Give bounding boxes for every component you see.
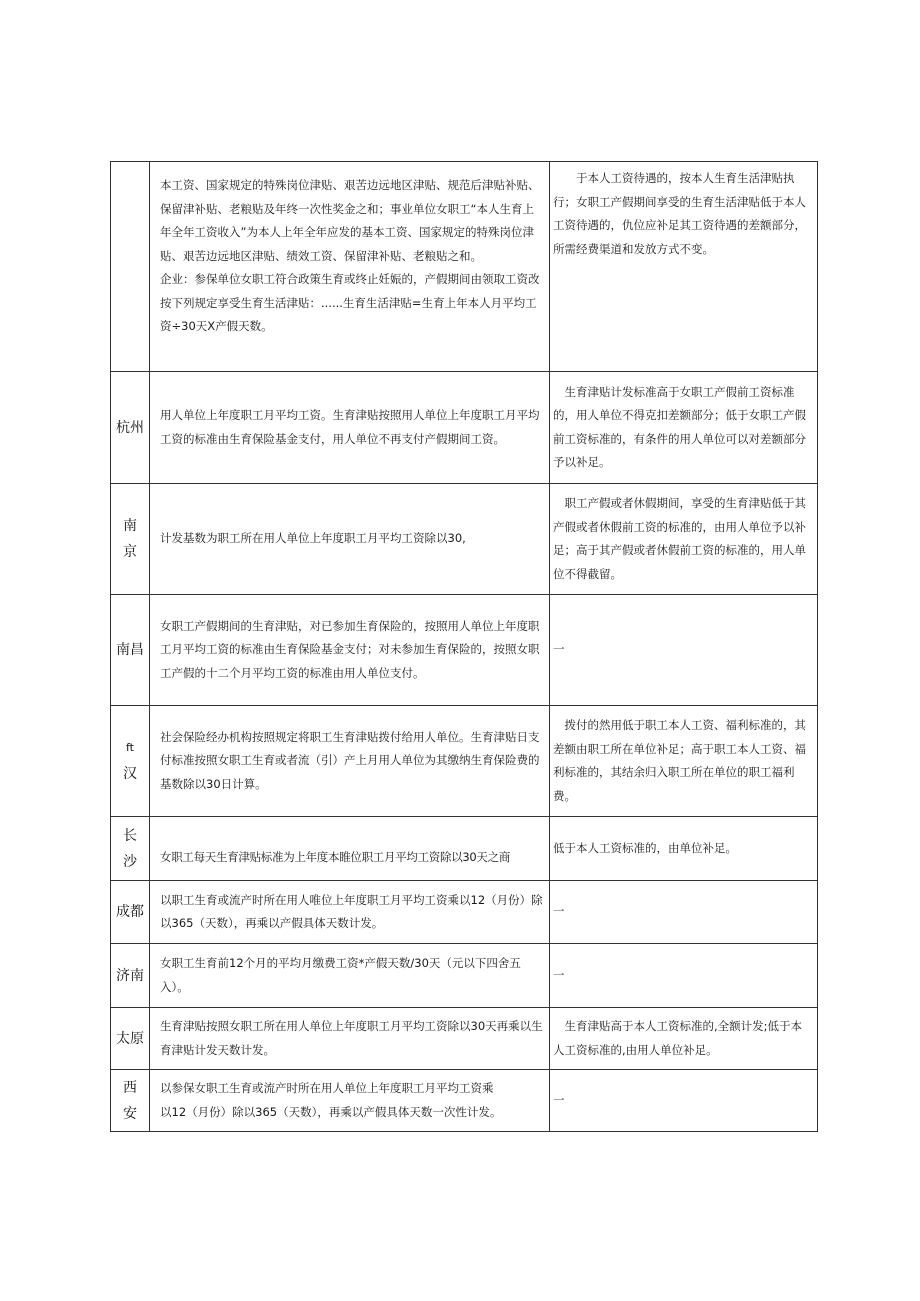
standard-paragraph: 以12（月份）除以365（天数），再乘以产假具体天数一次性计发。 bbox=[160, 1104, 502, 1119]
supplement-text: 一 bbox=[553, 904, 565, 919]
standard-cell bbox=[150, 484, 550, 595]
supplement-text: 生育津贴计发标准高于女职工产假前工资标准的，用人单位不得克扣差额部分；低于女职工产假前工资标准的，有条件的用人单位可以对差额部分予以补足。 bbox=[553, 384, 806, 469]
standard-paragraph: 女职工产假期间的生育津贴，对已参加生育保险的，按照用人单位上年度职工月平均工资的标准由生育保险基金支付；对未参加生育保险的，按照女职工产假的十二个月平均工资的标准由用人单位支付。 bbox=[160, 618, 540, 680]
city-name: 太原 bbox=[116, 1030, 144, 1047]
city-name: 济南 bbox=[116, 967, 144, 984]
city-name: 长 bbox=[123, 827, 137, 844]
standard-cell bbox=[150, 1008, 550, 1070]
supplement-cell bbox=[550, 1008, 818, 1070]
supplement-cell bbox=[550, 817, 818, 881]
supplement-cell bbox=[550, 1070, 818, 1132]
supplement-text: 一 bbox=[553, 967, 565, 982]
standard-cell bbox=[150, 817, 550, 881]
standard-cell bbox=[150, 162, 550, 372]
table-row bbox=[111, 944, 818, 1008]
table-row bbox=[111, 881, 818, 944]
supplement-text: 低于本人工资标准的，由单位补足。 bbox=[553, 840, 737, 855]
supplement-cell bbox=[550, 162, 818, 372]
standard-paragraph: 本工资、国家规定的特殊岗位津贴、艰苦边远地区津贴、规范后津贴补贴、保留津补贴、老粮贴及年终一次性奖金之和；事业单位女职工“本人生育上年全年工资收入”为本人上年全年应发的基本工资、国家规定的特殊岗位津贴、艰苦边远地区津贴、绩效工资、保留津补贴、老粮贴之和。 bbox=[160, 178, 540, 263]
standard-cell bbox=[150, 595, 550, 706]
city-cell bbox=[111, 162, 150, 372]
city-name: 杭州 bbox=[116, 419, 144, 436]
standard-cell bbox=[150, 372, 550, 484]
supplement-text: 生育津贴高于本人工资标准的,全额计发;低于本人工资标准的,由用人单位补足。 bbox=[553, 1019, 803, 1057]
city-name: 南 bbox=[123, 518, 137, 534]
standard-paragraph: 生育津贴按照女职工所在用人单位上年度职工月平均工资除以30天再乘以生育津贴计发天数计发。 bbox=[160, 1019, 543, 1057]
supplement-text: 一 bbox=[553, 1092, 565, 1107]
table-row bbox=[111, 817, 818, 881]
supplement-cell bbox=[550, 706, 818, 817]
city-cell bbox=[111, 706, 150, 817]
supplement-cell bbox=[550, 372, 818, 484]
city-name: 西 bbox=[123, 1079, 137, 1096]
table-row bbox=[111, 162, 818, 372]
standard-cell bbox=[150, 1070, 550, 1132]
supplement-text: 一 bbox=[553, 642, 565, 657]
supplement-text: 拨付的然用低于职工本人工资、福利标准的，其差额由职工所在单位补足；高于职工本人工资、福利标准的，其结余归入职工所在单位的职工福利费。 bbox=[553, 718, 806, 803]
standard-paragraph: 女职工每天生育津贴标准为上年度本睢位职工月平均工资除以30天之商 bbox=[160, 849, 511, 864]
city-name: 汉 bbox=[123, 766, 137, 782]
table-row bbox=[111, 595, 818, 706]
city-cell bbox=[111, 1008, 150, 1070]
standard-cell bbox=[150, 881, 550, 944]
city-cell bbox=[111, 817, 150, 881]
city-cell bbox=[111, 944, 150, 1008]
city-name: 成都 bbox=[116, 904, 144, 920]
city-cell bbox=[111, 595, 150, 706]
city-name: 安 bbox=[123, 1105, 137, 1122]
table-row bbox=[111, 484, 818, 595]
standard-paragraph: 计发基数为职工所在用人单位上年度职工月平均工资除以30, bbox=[160, 531, 466, 546]
supplement-cell bbox=[550, 595, 818, 706]
supplement-cell bbox=[550, 944, 818, 1008]
standard-paragraph: 社会保险经办机构按照规定将职工生育津贴拨付给用人单位。生育津贴日支付标准按照女职工生育或者流（引）产上月用人单位为其缴纳生育保险费的基数除以30日计算。 bbox=[160, 729, 540, 791]
standard-paragraph: 用人单位上年度职工月平均工资。生育津贴按照用人单位上年度职工月平均工资的标准由生育保险基金支付，用人单位不再支付产假期间工资。 bbox=[160, 408, 540, 446]
table-row bbox=[111, 1008, 818, 1070]
city-cell bbox=[111, 881, 150, 944]
supplement-text: 于本人工资待遇的，按本人生育生活津贴执行；女职工产假期间享受的生育生活津贴低于本人工资待遇的，仇位应补足其工资待遇的差额部分，所需经费渠道和发放方式不变。 bbox=[553, 171, 806, 256]
supplement-cell bbox=[550, 484, 818, 595]
city-cell bbox=[111, 484, 150, 595]
city-name: 沙 bbox=[123, 853, 137, 870]
maternity-allowance-table bbox=[110, 161, 818, 1132]
supplement-cell bbox=[550, 881, 818, 944]
standard-paragraph: 女职工生育前12个月的平均月缴费工资*产假天数/30天（元以下四舍五入）。 bbox=[160, 956, 521, 994]
standard-cell bbox=[150, 706, 550, 817]
city-cell bbox=[111, 372, 150, 484]
city-cell bbox=[111, 1070, 150, 1132]
table-row bbox=[111, 706, 818, 817]
supplement-text: 职工产假或者休假期间，享受的生育津贴低于其产假或者休假前工资的标准的，由用人单位予以补足；高于其产假或者休假前工资的标准的，用人单位不得截留。 bbox=[553, 496, 806, 581]
standard-paragraph: 企业：参保单位女职工符合政策生育或终止妊娠的，产假期间由领取工资改按下列规定享受生育生活津贴：......生育生活津贴=生育上年本人月平均工资÷30天X产假天数。 bbox=[160, 272, 540, 333]
city-name: 南昌 bbox=[116, 642, 144, 658]
standard-paragraph: 以参保女职工生育或流产时所在用人单位上年度职工月平均工资乘 bbox=[160, 1081, 494, 1095]
city-name: 京 bbox=[123, 544, 137, 560]
table-row bbox=[111, 372, 818, 484]
table-row bbox=[111, 1070, 818, 1132]
standard-paragraph: 以职工生育或流产时所在用人唯位上年度职工月平均工资乘以12（月份）除以365（天数），再乘以产假具体天数计发。 bbox=[160, 892, 543, 930]
city-name: ft bbox=[126, 741, 134, 754]
standard-cell bbox=[150, 944, 550, 1008]
